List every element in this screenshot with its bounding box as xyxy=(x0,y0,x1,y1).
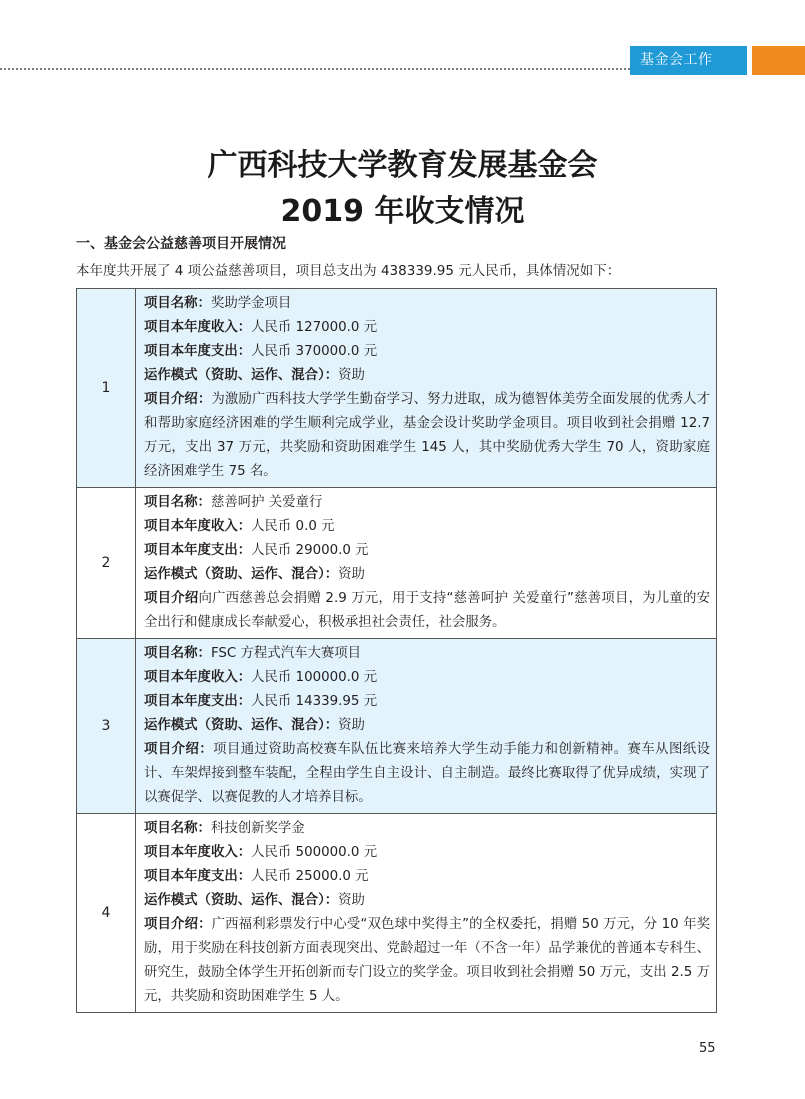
project-details xyxy=(136,488,717,639)
project-expense: 人民币 25000.0 元 xyxy=(251,869,369,884)
intro-label: 项目介绍： xyxy=(144,392,212,407)
project-details xyxy=(136,639,717,814)
project-income: 人民币 500000.0 元 xyxy=(251,845,378,860)
expense-label: 项目本年度支出： xyxy=(144,694,252,709)
project-income: 人民币 127000.0 元 xyxy=(251,320,378,335)
project-mode: 资助 xyxy=(338,718,365,733)
mode-label: 运作模式（资助、运作、混合）： xyxy=(144,718,339,733)
orange-accent-tab xyxy=(752,46,805,75)
project-mode: 资助 xyxy=(338,567,365,582)
project-expense: 人民币 14339.95 元 xyxy=(251,694,378,709)
income-label: 项目本年度收入： xyxy=(144,845,252,860)
section-heading: 一、基金会公益慈善项目开展情况 xyxy=(76,236,286,252)
income-label: 项目本年度收入： xyxy=(144,670,252,685)
project-mode: 资助 xyxy=(338,368,365,383)
header-dotted-rule xyxy=(0,68,630,70)
project-expense: 人民币 370000.0 元 xyxy=(251,344,378,359)
mode-label: 运作模式（资助、运作、混合）： xyxy=(144,368,339,383)
project-number: 4 xyxy=(77,814,136,1013)
project-intro: 向广西慈善总会捐赠 2.9 万元，用于支持“慈善呵护 关爱童行”慈善项目，为儿童的安全出行和健康成长奉献爱心，积极承担社会责任，社会服务。 xyxy=(144,591,711,630)
section-tab: 基金会工作 xyxy=(630,46,747,75)
project-intro: 广西福利彩票发行中心受“双色球中奖得主”的全权委托，捐赠 50 万元，分 10 年奖励，用于奖励在科技创新方面表现突出、党龄超过一年（不含一年）品学兼优的普通本专科生、研究生，鼓励全体学生开拓创新而专门设立的奖学金。项目收到社会捐赠 50 万元，支出 2.5 万元，共奖励和资助困难学生 5 人。 xyxy=(144,917,711,1004)
project-expense: 人民币 29000.0 元 xyxy=(251,543,369,558)
mode-label: 运作模式（资助、运作、混合）： xyxy=(144,893,339,908)
project-intro: 为激励广西科技大学学生勤奋学习、努力进取，成为德智体美劳全面发展的优秀人才和帮助家庭经济困难的学生顺利完成学业，基金会设计奖助学金项目。项目收到社会捐赠 12.7 万元，支出 37 万元，共奖励和资助困难学生 145 人，其中奖励优秀大学生 70 人，资助家庭经济困难学生 75 名。 xyxy=(144,392,711,479)
section-intro: 本年度共开展了 4 项公益慈善项目，项目总支出为 438339.95 元人民币，具体情况如下： xyxy=(76,263,621,279)
expense-label: 项目本年度支出： xyxy=(144,344,252,359)
project-number: 2 xyxy=(77,488,136,639)
income-label: 项目本年度收入： xyxy=(144,519,252,534)
table-row xyxy=(77,814,717,1013)
project-name: FSC 方程式汽车大赛项目 xyxy=(210,646,362,661)
project-name: 慈善呵护 关爱童行 xyxy=(210,495,323,510)
intro-label: 项目介绍： xyxy=(144,742,214,757)
page-number: 55 xyxy=(699,1041,716,1056)
name-label: 项目名称： xyxy=(144,495,211,510)
page-title-line2: 2019 年收支情况 xyxy=(280,194,525,229)
intro-label: 项目介绍 xyxy=(144,591,199,606)
project-income: 人民币 0.0 元 xyxy=(251,519,335,534)
page-title-line1: 广西科技大学教育发展基金会 xyxy=(207,148,598,183)
project-mode: 资助 xyxy=(338,893,365,908)
project-income: 人民币 100000.0 元 xyxy=(251,670,378,685)
project-details xyxy=(136,814,717,1013)
table-row xyxy=(77,639,717,814)
intro-label: 项目介绍： xyxy=(144,917,212,932)
name-label: 项目名称： xyxy=(144,646,211,661)
expense-label: 项目本年度支出： xyxy=(144,869,252,884)
project-name: 奖助学金项目 xyxy=(210,296,292,311)
project-number: 3 xyxy=(77,639,136,814)
name-label: 项目名称： xyxy=(144,821,211,836)
name-label: 项目名称： xyxy=(144,296,211,311)
project-number: 1 xyxy=(77,289,136,488)
project-details xyxy=(136,289,717,488)
mode-label: 运作模式（资助、运作、混合）： xyxy=(144,567,339,582)
projects-table xyxy=(76,288,717,1013)
table-row xyxy=(77,488,717,639)
table-row xyxy=(77,289,717,488)
income-label: 项目本年度收入： xyxy=(144,320,252,335)
project-name: 科技创新奖学金 xyxy=(210,821,305,836)
expense-label: 项目本年度支出： xyxy=(144,543,252,558)
project-intro: 项目通过资助高校赛车队伍比赛来培养大学生动手能力和创新精神。赛车从图纸设计、车架焊接到整车装配，全程由学生自主设计、自主制造。最终比赛取得了优异成绩，实现了以赛促学、以赛促教的人才培养目标。 xyxy=(144,742,710,805)
